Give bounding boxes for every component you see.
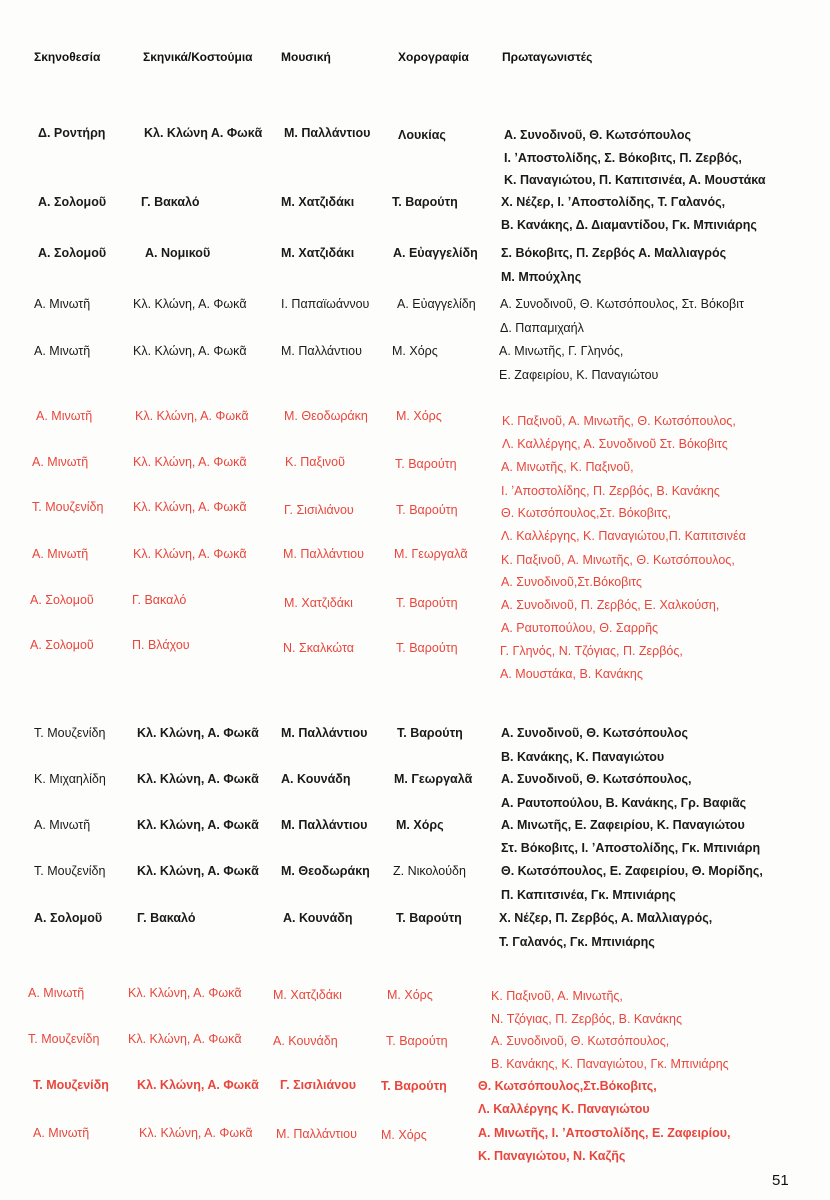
table-row <box>0 500 830 543</box>
cast-line-1: Α. Συνοδινοῦ, Θ. Κωτσόπουλος <box>501 726 688 740</box>
table-row <box>0 1078 830 1116</box>
choreographer: Μ. Χόρς <box>381 1128 427 1142</box>
sets-costumes: Π. Βλάχου <box>132 638 190 652</box>
cast-line-2: Α. Μουστάκα, Β. Κανάκης <box>500 667 643 681</box>
cast-line-2: Δ. Παπαμιχαήλ <box>500 321 584 335</box>
table-row <box>0 126 830 187</box>
composer: Α. Κουνάδη <box>273 1034 338 1048</box>
header-sets-costumes: Σκηνικά/Κοστούμια <box>143 50 253 64</box>
cast-line-1: Σ. Βόκοβιτς, Π. Ζερβός Α. Μαλλιαγρός <box>501 246 727 260</box>
sets-costumes: Γ. Βακαλό <box>132 593 187 607</box>
table-row <box>0 297 830 335</box>
cast-line-1: Χ. Νέζερ, Π. Ζερβός, Α. Μαλλιαγρός, <box>499 911 713 925</box>
director: Α. Σολομοῦ <box>34 911 103 925</box>
choreographer: Τ. Βαρούτη <box>381 1079 447 1093</box>
choreographer: Μ. Χόρς <box>392 344 438 358</box>
cast-line-2: Λ. Καλλέργης, Α. Συνοδινοῦ Στ. Βόκοβιτς <box>502 437 728 451</box>
table-row <box>0 195 830 232</box>
sets-costumes: Α. Νομικοῦ <box>145 246 211 260</box>
choreographer: Τ. Βαρούτη <box>392 195 458 209</box>
choreographer: Μ. Χόρς <box>387 988 433 1002</box>
table-row <box>0 1126 830 1163</box>
cast-line-1: Α. Συνοδινοῦ, Θ. Κωτσόπουλος, <box>501 772 692 786</box>
choreographer: Α. Εὐαγγελίδη <box>397 297 476 311</box>
cast-line-2: Α. Συνοδινοῦ,Στ.Βόκοβιτς <box>501 575 642 589</box>
cast-line-1: Α. Μινωτῆς, Κ. Παξινοῦ, <box>501 460 634 474</box>
director: Τ. Μουζενίδη <box>32 500 104 514</box>
composer: Κ. Παξινοῦ <box>285 455 345 469</box>
director: Α. Σολομοῦ <box>30 638 94 652</box>
composer: Γ. Σισιλιάνου <box>280 1078 357 1092</box>
cast-line-2: Ε. Ζαφειρίου, Κ. Παναγιώτου <box>499 368 659 382</box>
cast-line-1: Θ. Κωτσόπουλος,Στ. Βόκοβιτς, <box>501 506 672 520</box>
director: Α. Μινωτῆ <box>34 818 91 832</box>
table-row <box>0 638 830 681</box>
choreographer: Τ. Βαρούτη <box>396 911 462 925</box>
director: Α. Σολομοῦ <box>30 593 94 607</box>
composer: Α. Κουνάδη <box>283 911 353 925</box>
cast-line-1: Α. Μινωτῆς, Γ. Γληνός, <box>499 344 624 358</box>
director: Α. Μινωτῆ <box>28 986 85 1000</box>
table-row <box>0 455 830 498</box>
sets-costumes: Κλ. Κλώνη, Α. Φωκᾶ <box>133 344 247 358</box>
choreographer: Τ. Βαρούτη <box>386 1034 448 1048</box>
cast-line-2: Ι. ʼΑποστολίδης, Π. Ζερβός, Β. Κανάκης <box>501 484 720 498</box>
sets-costumes: Κλ. Κλώνη Α. Φωκᾶ <box>144 126 263 140</box>
director: Α. Μινωτῆ <box>33 1126 90 1140</box>
sets-costumes: Κλ. Κλώνη, Α. Φωκᾶ <box>133 455 247 469</box>
cast-line-1: Α. Συνοδινοῦ, Θ. Κωτσόπουλος, Στ. Βόκοβιτ <box>500 297 744 311</box>
table-row <box>0 409 830 451</box>
cast-line-2: Στ. Βόκοβιτς, Ι. ʼΑποστολίδης, Γκ. Μπινιάρη <box>501 841 761 855</box>
cast-line-1: Κ. Παξινοῦ, Α. Μινωτῆς, Θ. Κωτσόπουλος, <box>502 414 736 428</box>
choreographer: Α. Εὐαγγελίδη <box>393 246 478 260</box>
composer: Μ. Παλλάντιου <box>276 1127 357 1141</box>
composer: Μ. Παλλάντιου <box>281 818 368 832</box>
cast-line-1: Α. Μινωτῆς, Ι. ʼΑποστολίδης, Ε. Ζαφειρίου, <box>478 1126 731 1140</box>
header-cast: Πρωταγωνιστές <box>502 50 593 64</box>
director: Α. Μινωτῆ <box>32 547 89 561</box>
cast-line-1: Κ. Παξινοῦ, Α. Μινωτῆς, Θ. Κωτσόπουλος, <box>501 553 735 567</box>
choreographer: Μ. Γεωργαλᾶ <box>394 547 468 561</box>
cast-line-1: Α. Μινωτῆς, Ε. Ζαφειρίου, Κ. Παναγιώτου <box>501 818 745 832</box>
header-music: Μουσική <box>281 50 331 64</box>
choreographer: Τ. Βαρούτη <box>396 641 458 655</box>
cast-line-1: Γ. Γληνός, Ν. Τζόγιας, Π. Ζερβός, <box>500 644 683 658</box>
sets-costumes: Γ. Βακαλό <box>141 195 200 209</box>
cast-line-2: Β. Κανάκης, Δ. Διαμαντίδου, Γκ. Μπινιάρης <box>501 218 757 232</box>
cast-line-3: Κ. Παναγιώτου, Π. Καπιτσινέα, Α. Μουστάκα <box>504 173 766 187</box>
director: Κ. Μιχαηλίδη <box>34 772 106 786</box>
sets-costumes: Κλ. Κλώνη, Α. Φωκᾶ <box>133 500 247 514</box>
sets-costumes: Κλ. Κλώνη, Α. Φωκᾶ <box>137 772 259 786</box>
sets-costumes: Κλ. Κλώνη, Α. Φωκᾶ <box>137 1078 259 1092</box>
sets-costumes: Κλ. Κλώνη, Α. Φωκᾶ <box>133 297 247 311</box>
cast-line-2: Ι. ʼΑποστολίδης, Σ. Βόκοβιτς, Π. Ζερβός, <box>504 151 742 165</box>
header-direction: Σκηνοθεσία <box>34 50 101 64</box>
composer: Μ. Χατζιδάκι <box>273 988 342 1002</box>
cast-line-2: Ν. Τζόγιας, Π. Ζερβός, Β. Κανάκης <box>491 1012 683 1026</box>
cast-line-2: Π. Καπιτσινέα, Γκ. Μπινιάρης <box>501 888 676 902</box>
director: Α. Μινωτῆ <box>34 344 91 358</box>
choreographer: Μ. Χόρς <box>396 409 442 423</box>
table-row <box>0 986 830 1026</box>
cast-line-2: Τ. Γαλανός, Γκ. Μπινιάρης <box>499 935 655 949</box>
table-row <box>0 864 830 902</box>
cast-line-2: Μ. Μπούχλης <box>501 270 582 284</box>
director: Α. Σολομοῦ <box>38 246 107 260</box>
cast-line-1: Θ. Κωτσόπουλος, Ε. Ζαφειρίου, Θ. Μορίδης, <box>501 864 763 878</box>
sets-costumes: Γ. Βακαλό <box>137 911 196 925</box>
composer: Μ. Παλλάντιου <box>281 726 368 740</box>
cast-line-1: Α. Συνοδινοῦ, Π. Ζερβός, Ε. Χαλκούση, <box>501 598 720 612</box>
sets-costumes: Κλ. Κλώνη, Α. Φωκᾶ <box>139 1126 253 1140</box>
table-row <box>0 911 830 949</box>
composer: Μ. Χατζιδάκι <box>281 246 355 260</box>
composer: Μ. Θεοδωράκη <box>281 864 370 878</box>
choreographer: Ζ. Νικολούδη <box>393 864 466 878</box>
composer: Μ. Παλλάντιου <box>281 344 362 358</box>
table-row <box>0 593 830 635</box>
cast-line-2: Κ. Παναγιώτου, Ν. Καζῆς <box>478 1149 626 1163</box>
table-row <box>0 1032 830 1071</box>
cast-line-1: Χ. Νέζερ, Ι. ʼΑποστολίδης, Τ. Γαλανός, <box>501 195 726 209</box>
sets-costumes: Κλ. Κλώνη, Α. Φωκᾶ <box>137 818 259 832</box>
sets-costumes: Κλ. Κλώνη, Α. Φωκᾶ <box>128 1032 242 1046</box>
cast-line-2: Λ. Καλλέργης, Κ. Παναγιώτου,Π. Καπιτσινέα <box>501 529 746 543</box>
cast-line-2: Α. Ραυτοπούλου, Θ. Σαρρῆς <box>501 621 659 635</box>
director: Τ. Μουζενίδη <box>28 1032 100 1046</box>
composer: Γ. Σισιλιάνου <box>284 503 354 517</box>
cast-line-1: Κ. Παξινοῦ, Α. Μινωτῆς, <box>491 989 623 1003</box>
cast-line-2: Λ. Καλλέργης Κ. Παναγιώτου <box>478 1102 650 1116</box>
composer: Μ. Χατζιδάκι <box>281 195 355 209</box>
composer: Α. Κουνάδη <box>281 772 351 786</box>
cast-line-2: Α. Ραυτοπούλου, Β. Κανάκης, Γρ. Βαφιᾶς <box>501 796 747 810</box>
table-row <box>0 726 830 764</box>
choreographer: Μ. Χόρς <box>396 818 444 832</box>
cast-line-1: Α. Συνοδινοῦ, Θ. Κωτσόπουλος, <box>491 1034 670 1048</box>
composer: Μ. Παλλάντιου <box>283 547 364 561</box>
choreographer: Τ. Βαρούτη <box>396 596 458 610</box>
table-row <box>0 246 830 284</box>
sets-costumes: Κλ. Κλώνη, Α. Φωκᾶ <box>135 409 249 423</box>
director: Τ. Μουζενίδη <box>34 726 106 740</box>
table-row <box>0 547 830 589</box>
header-choreography: Χορογραφία <box>398 50 469 64</box>
sets-costumes: Κλ. Κλώνη, Α. Φωκᾶ <box>137 726 259 740</box>
choreographer: Μ. Γεωργαλᾶ <box>394 772 473 786</box>
director: Δ. Ροντήρη <box>38 126 106 140</box>
table-row <box>0 772 830 810</box>
composer: Ν. Σκαλκώτα <box>283 641 354 655</box>
director: Α. Σολομοῦ <box>38 195 107 209</box>
cast-line-1: Θ. Κωτσόπουλος,Στ.Βόκοβιτς, <box>478 1079 657 1093</box>
table-row <box>0 818 830 855</box>
cast-line-2: Β. Κανάκης, Κ. Παναγιώτου, Γκ. Μπινιάρης <box>491 1057 729 1071</box>
choreographer: Τ. Βαρούτη <box>395 457 457 471</box>
director: Τ. Μουζενίδη <box>34 864 106 878</box>
cast-line-1: Α. Συνοδινοῦ, Θ. Κωτσόπουλος <box>504 128 691 142</box>
composer: Μ. Θεοδωράκη <box>284 409 368 423</box>
choreographer: Τ. Βαρούτη <box>397 726 463 740</box>
composer: Μ. Παλλάντιου <box>284 126 371 140</box>
choreographer: Λουκίας <box>398 128 446 142</box>
table-row <box>0 344 830 382</box>
cast-line-2: Β. Κανάκης, Κ. Παναγιώτου <box>501 750 665 764</box>
composer: Μ. Χατζιδάκι <box>284 596 353 610</box>
director: Τ. Μουζενίδη <box>33 1078 109 1092</box>
choreographer: Τ. Βαρούτη <box>396 503 458 517</box>
sets-costumes: Κλ. Κλώνη, Α. Φωκᾶ <box>128 986 242 1000</box>
director: Α. Μινωτῆ <box>32 455 89 469</box>
sets-costumes: Κλ. Κλώνη, Α. Φωκᾶ <box>133 547 247 561</box>
director: Α. Μινωτῆ <box>34 297 91 311</box>
director: Α. Μινωτῆ <box>36 409 93 423</box>
sets-costumes: Κλ. Κλώνη, Α. Φωκᾶ <box>137 864 259 878</box>
composer: Ι. Παπαϊωάννου <box>281 297 370 311</box>
page-number: 51 <box>772 1172 789 1189</box>
